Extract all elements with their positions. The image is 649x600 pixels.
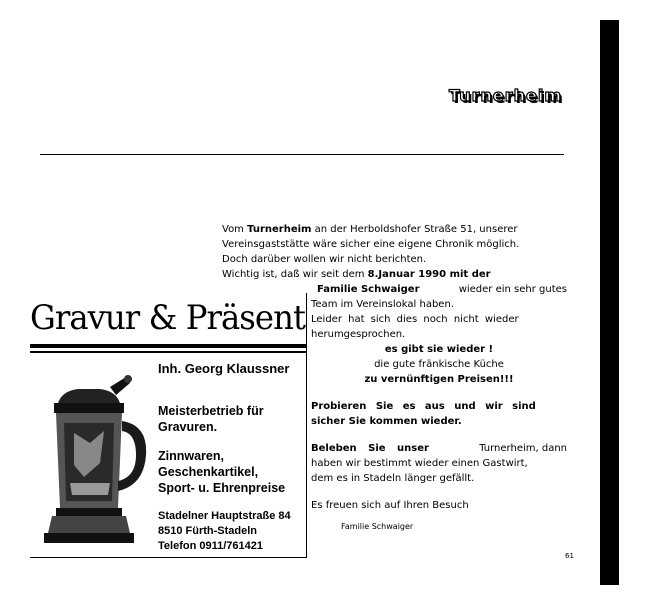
page-heading: Turnerheim: [449, 86, 562, 105]
bold-paragraph-line: Probieren Sie es aus und wir sind: [311, 401, 536, 412]
highlight-line: die gute fränkische Küche: [374, 359, 504, 370]
ad-product-line: Zinnwaren,: [158, 449, 224, 463]
ad-address-street: Stadelner Hauptstraße 84: [158, 510, 291, 522]
highlight-line: zu vernünftigen Preisen!!!: [364, 374, 514, 385]
article-intro: [222, 222, 567, 282]
article-line: Leider hat sich dies noch nicht wieder: [311, 314, 519, 325]
article-body: [311, 282, 567, 534]
article-line: Beleben Sie unser Turnerheim, dann: [311, 443, 567, 454]
bold-paragraph-line: sicher Sie kommen wieder.: [311, 416, 462, 427]
article-line: Vom Turnerheim an der Herboldshofer Straße 51, unserer: [222, 224, 518, 235]
ad-service-line: Gravuren.: [158, 420, 218, 434]
ad-phone: Telefon 0911/761421: [158, 540, 263, 552]
page-number: 61: [565, 552, 574, 560]
signature: Familie Schwaiger: [341, 522, 414, 531]
beer-stein-image: [30, 373, 155, 557]
article-line: herumgesprochen.: [311, 329, 406, 340]
article-line: Vereinsgaststätte wäre sicher eine eigene Chronik möglich.: [222, 239, 520, 250]
article-line: dem es in Stadeln länger gefällt.: [311, 473, 475, 484]
ad-title: Gravur & Präsent: [30, 298, 305, 338]
ad-product-line: Geschenkartikel,: [158, 465, 259, 479]
article-line: Wichtig ist, daß wir seit dem 8.Januar 1990 mit der: [222, 269, 491, 280]
highlight-line: es gibt sie wieder !: [384, 344, 494, 355]
ad-owner: Inh. Georg Klaussner: [158, 361, 290, 376]
ad-title-bar-thin: [30, 351, 306, 353]
closing-line: Es freuen sich auf Ihren Besuch: [311, 500, 469, 511]
ad-title-bar: [30, 344, 306, 348]
heading-rule: [40, 154, 564, 155]
ad-product-line: Sport- u. Ehrenpreise: [158, 481, 286, 495]
ad-address-city: 8510 Fürth-Stadeln: [158, 525, 258, 537]
ad-service-line: Meisterbetrieb für: [158, 404, 264, 418]
article-line: Doch darüber wollen wir nicht berichten.: [222, 254, 427, 265]
page-edge-bar: [600, 20, 619, 585]
article-line: Team im Vereinslokal haben.: [311, 299, 454, 310]
article-line: Familie Schwaiger wieder ein sehr gutes: [317, 284, 567, 295]
article-line: haben wir bestimmt wieder einen Gastwirt,: [311, 458, 528, 469]
advertisement: [30, 293, 307, 558]
